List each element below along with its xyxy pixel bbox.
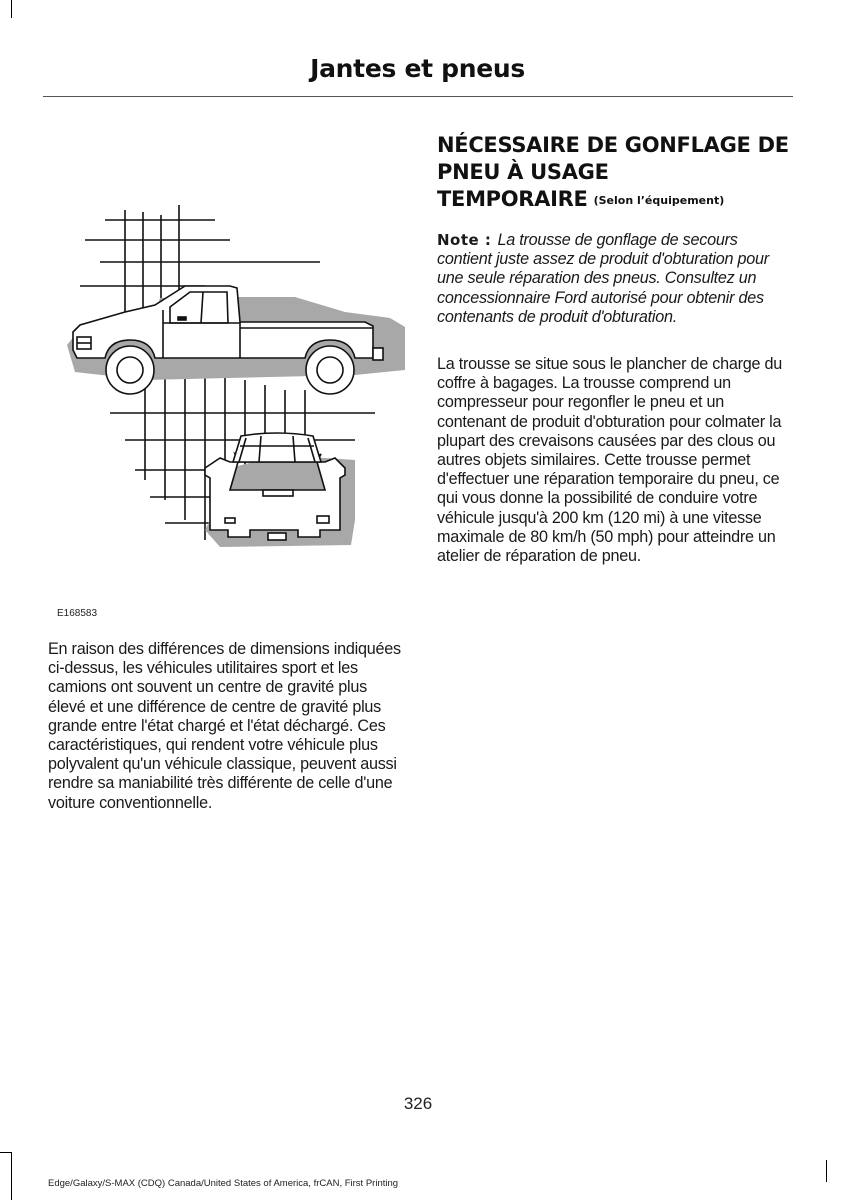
figure-id: E168583 [57,608,98,619]
page-header-title: Jantes et pneus [310,54,525,83]
note-block [437,231,789,327]
section-heading [437,132,807,214]
right-paragraph: La trousse se situe sous le plancher de charge du coffre à bagages. La trousse comprend un compresseur pour regonfler le pneu et un contenant de produit d'obturation pour colmater la plupart des crevaisons causées par des clous ou autres objets similaires. Cette trousse permet d'effectuer une réparation temporaire du pneu, ce qui vous donne la possibilité de conduire votre véhicule jusqu'à 200 km (120 mi) à une vitesse maximale de 80 km/h (50 mph) pour atteindre un atelier de réparation de pneu. [437,355,782,566]
note-text: La trousse de gonflage de secours contient juste assez de produit d'obturation pour une seule réparation des pneus. Consultez un concessionnaire Ford autorisé pour obtenir des contenants de produit d'obturation. [437,231,769,326]
page-number: 326 [403,1094,433,1113]
header-rule [43,96,793,97]
crop-mark-bottom-left-h [0,1152,12,1153]
page-footer: Edge/Galaxy/S-MAX (CDQ) Canada/United States of America, frCAN, First Printing [48,1178,399,1189]
left-paragraph: En raison des différences de dimensions indiquées ci-dessus, les véhicules utilitaires sport et les camions ont souvent un centre de gravité plus élevé et une différence de centre de gravité plus grande entre l'état chargé et l'état déchargé. Ces caractéristiques, qui rendent votre véhicule plus polyvalent qu'un véhicule classique, peuvent aussi rendre sa maniabilité très différente de celle d'une voiture conventionnelle. [48,640,401,812]
section-heading-suffix: (Selon l’équipement) [593,194,725,207]
crop-mark-bottom-left [11,1152,12,1200]
truck-illustration [55,200,405,580]
note-label: Note : [437,231,492,249]
section-heading-text: NÉCESSAIRE DE GONFLAGE DE PNEU À USAGE TEMPORAIRE [437,133,789,211]
crop-mark-top-left [11,0,12,18]
crop-mark-bottom-right [826,1160,827,1182]
